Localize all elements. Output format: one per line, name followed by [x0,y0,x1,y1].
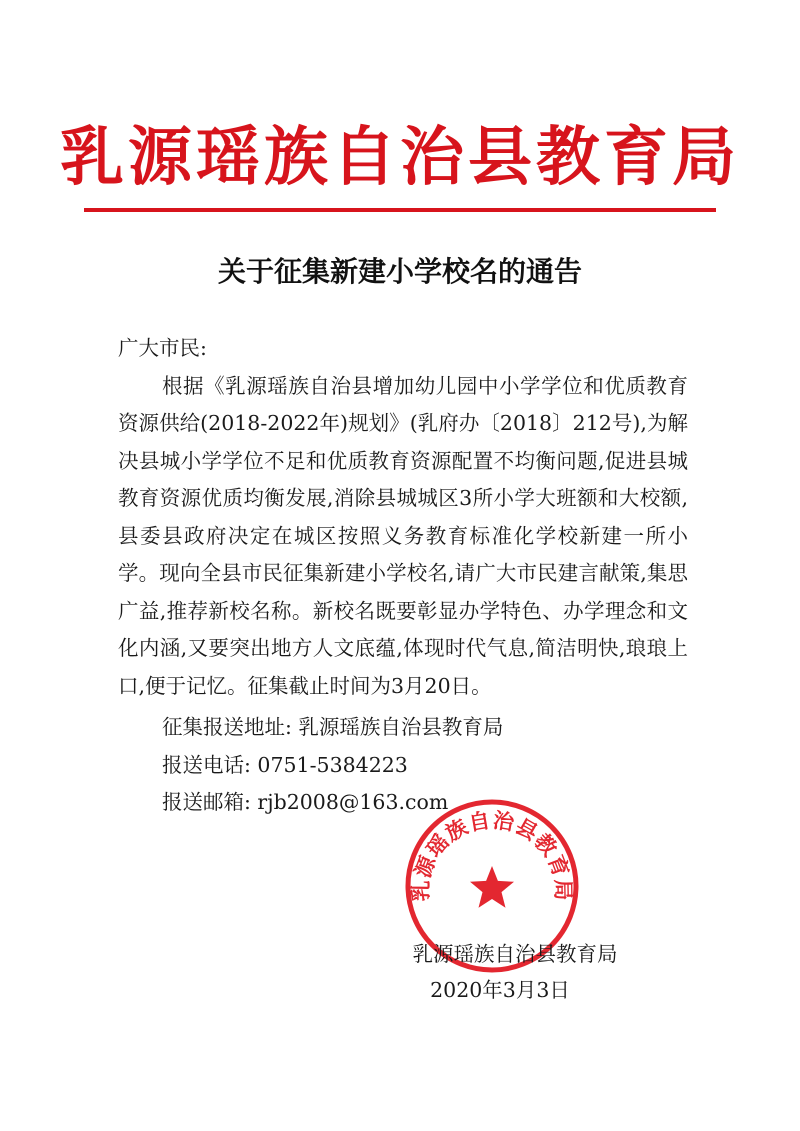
contact-email: 报送邮箱: rjb2008@163.com [162,790,449,814]
contact-address: 征集报送地址: 乳源瑶族自治县教育局 [162,715,504,739]
body-paragraph: 根据《乳源瑶族自治县增加幼儿园中小学学位和优质教育资源供给(2018-2022年)规划》(乳府办〔2018〕212号),为解决县城小学学位不足和优质教育资源配置不均衡问题,促进县城教育资源优质均衡发展,消除县城城区3所小学大班额和大校额,县委县政府决定在城区按照义务教育标准化学校新建一所小学。现向全县市民征集新建小学校名,请广大市民建言献策,集思广益,推荐新校名称。新校名既要彰显办学特色、办学理念和文化内涵,又要突出地方人文底蕴,体现时代气息,简洁明快,琅琅上口,便于记忆。征集截止时间为3月20日。 [118,373,688,698]
letterhead-title: 乳源瑶族自治县教育局 [60,120,740,195]
svg-text:乳源瑶族自治县教育局: 乳源瑶族自治县教育局 [407,807,577,902]
signature-org: 乳源瑶族自治县教育局 [412,942,618,966]
salutation: 广大市民: [118,336,207,360]
notice-title: 关于征集新建小学校名的通告 [217,255,582,288]
contact-phone: 报送电话: 0751-5384223 [162,752,408,777]
signature-date: 2020年3月3日 [430,978,570,1002]
letterhead-rule [84,208,716,212]
notice-body [118,330,688,822]
seal-star-icon [470,866,514,908]
